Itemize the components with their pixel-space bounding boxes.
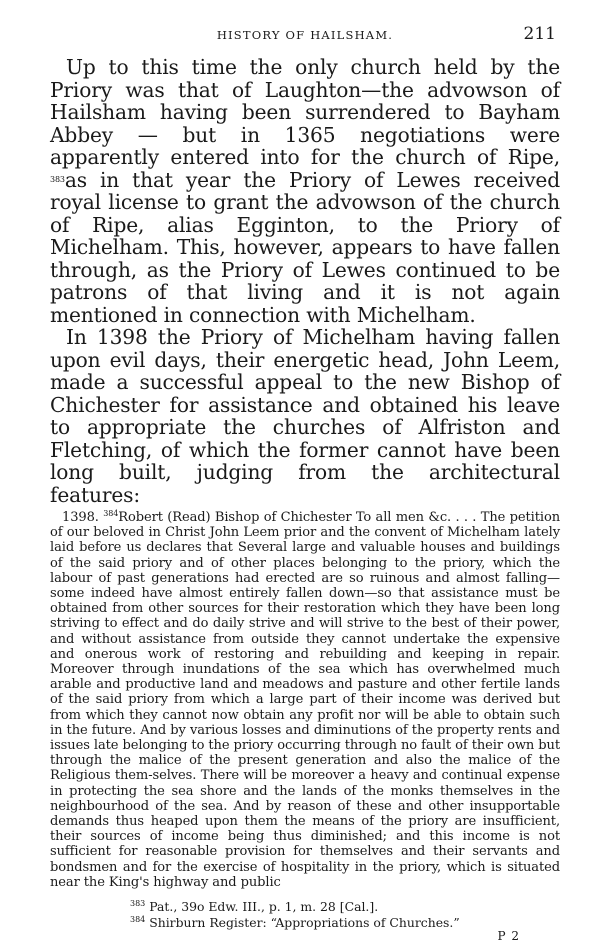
quote-text: Robert (Read) Bishop of Chichester To all men &c. . . . The petition of our beloved in Christ John Leem prior and the convent of Michelham lately laid before us declares that Several large and valuable houses and buildings of the said priory and of other places belonging to the priory, which the labour of past generations had erected are so ruinous and almost falling—some indeed have almost entirely fallen down—so that assistance must be obtained from other sources for their restoration which they have been long striving to effect and do daily strive and will strive to the best of their power, and without assistance from outside they cannot undertake the expensive and onerous work of restoring and rebuilding and keeping in repair. Moreover through inundations of the sea which has overwhelmed much arable and productive land and meadows and pasture and other fertile lands of the said priory from which a large part of their income was derived but from which they cannot now obtain any profit nor will be able to obtain such in the future. And by various losses and diminutions of the property rents and issues late belonging to the priory occurring through no fault of their own but through the malice of the present generation and also the malice of the Religious them-selves. There will be moreover a heavy and continual expense in protecting the sea shore and the lands of the monks themselves in the neighbourhood of the sea. And by reason of these and other insupportable demands thus heaped upon them the means of the priory are insufficient, their sources of income being thus diminished; and this income is not sufficient for reasonable provision for themselves and their servants and bondsmen and for the exercise of hospitality in the priory, which is situated near the King's highway and public bbox=[50, 510, 560, 890]
main-text bbox=[50, 56, 560, 506]
footnote-text: Pat., 39o Edw. III., p. 1, m. 28 [Cal.]. bbox=[149, 899, 379, 915]
page-header bbox=[50, 0, 560, 56]
paragraph-2: In 1398 the Priory of Michelham having fallen upon evil days, their energetic head, John Leem, made a successful appeal to the new Bishop of Chichester for assistance and obtained his leave to appropriate the churches of Alfriston and Fletching, of which the former cannot have been long built, judging from the architectural features: bbox=[50, 325, 560, 507]
footnote-ref-383: 383 bbox=[50, 174, 65, 184]
page-number: 211 bbox=[523, 24, 556, 44]
running-title: HISTORY OF HAILSHAM. bbox=[216, 28, 394, 42]
quote-year: 1398. bbox=[62, 510, 99, 525]
paragraph-1-text-b: as in that year the Priory of Lewes received royal license to grant the advowson of the church of Ripe, alias Egginton, to the Priory of Michelham. This, however, appears to have fallen through, as the Priory of Lewes continued to be patrons of that living and it is not again mentioned in connection with Michelham. bbox=[50, 167, 560, 327]
paragraph-1-text-a: Up to this time the only church held by the Priory was that of Laughton—the advowson of Hailsham having been surrendered to Bayham Abbey — but in 1365 negotiations were apparently entered into for the church of Ripe, bbox=[50, 55, 560, 169]
footnote-mark: 384 bbox=[130, 915, 146, 925]
quoted-document bbox=[50, 510, 560, 890]
book-page bbox=[50, 0, 560, 943]
signature-mark: P 2 bbox=[497, 929, 520, 943]
footnotes bbox=[50, 899, 560, 931]
footnote-text: Shirburn Register: “Appropriations of Churches.” bbox=[149, 915, 460, 931]
footnote-ref-384: 384 bbox=[103, 509, 119, 518]
paragraph-1 bbox=[50, 56, 560, 326]
footnote-mark: 383 bbox=[130, 899, 146, 909]
footnote-383 bbox=[130, 899, 560, 915]
